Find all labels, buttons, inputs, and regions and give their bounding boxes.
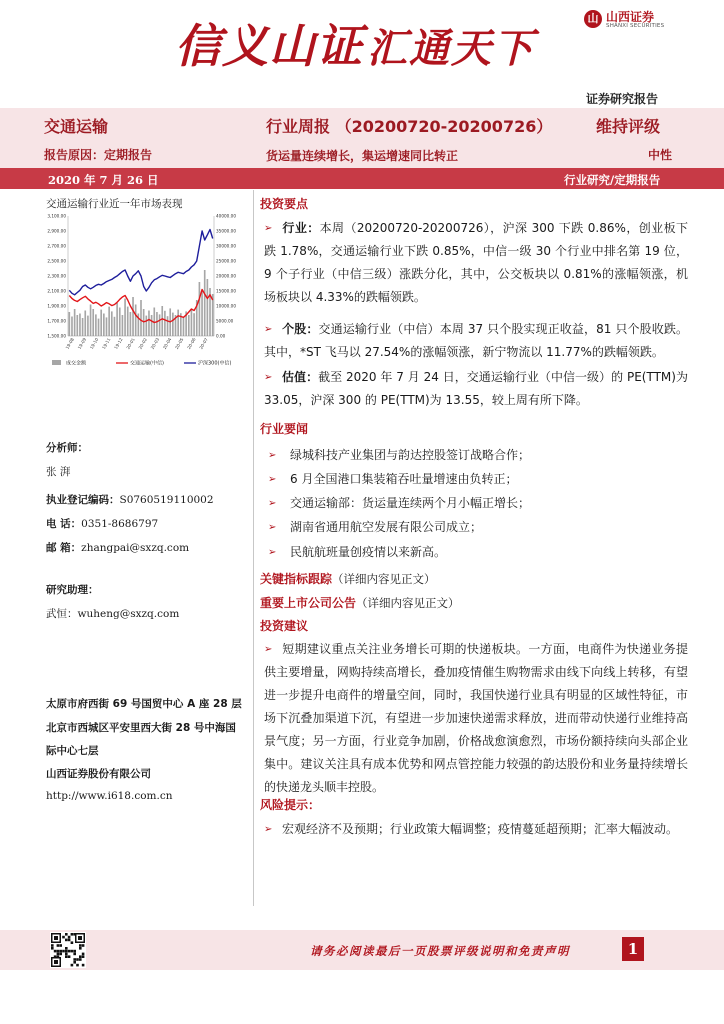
right-axis — [214, 214, 236, 339]
turnover-bar — [127, 307, 129, 336]
qr-module — [57, 955, 60, 958]
bullet-arrow-icon: ➢ — [268, 522, 277, 533]
turnover-bar — [199, 282, 201, 336]
report-reason: 报告原因：定期报告 — [44, 148, 153, 162]
x-axis-tick-label: 19-08 — [64, 337, 75, 351]
turnover-bar — [119, 308, 121, 337]
company-announcements-heading: 重要上市公司公告（详细内容见正文） — [260, 596, 460, 610]
qr-finder-core — [78, 936, 82, 940]
news-item: ➢ 6 月全国港口集装箱吞吐量增速由负转正； — [268, 472, 518, 486]
column-divider — [253, 190, 254, 906]
turnover-bar — [145, 316, 147, 336]
legend-label: 交通运输(中信) — [130, 360, 164, 367]
bullet-arrow-icon: ➢ — [268, 450, 277, 461]
right-axis-tick-label: 20000.00 — [216, 273, 236, 279]
company-logo — [584, 8, 694, 34]
turnover-bar — [148, 311, 150, 337]
email-row — [46, 536, 189, 555]
logo-name: 山西证券 — [606, 10, 655, 24]
turnover-bar — [92, 309, 94, 336]
right-axis-tick-label: 40000.00 — [216, 213, 236, 219]
turnover-bar — [204, 270, 206, 336]
qr-module — [59, 944, 62, 947]
qr-module — [76, 964, 79, 967]
turnover-bar — [74, 309, 76, 336]
qr-module — [73, 933, 76, 936]
bullet-arrow-icon: ➢ — [268, 547, 277, 558]
industry-text: 本周（20200720-20200726），沪深 300 下跌 0.86%，创业板下跌 1.78%，交通运输行业下跌 0.85%，中信一级 30 个行业中排名第 19 位，9 个子行业（中信三级）涨跌分化，其中，公交板块以 0.81%的涨幅领涨，机场板块以 4.33%的跌幅领跌。 — [264, 221, 688, 304]
qr-module — [73, 953, 76, 956]
turnover-bar — [84, 311, 86, 337]
turnover-bar — [111, 311, 113, 336]
left-axis-tick-label: 2,700.00 — [47, 243, 66, 249]
bullet-arrow-icon: ➢ — [268, 498, 277, 509]
x-axis-tick-label: 20-05 — [174, 337, 185, 351]
qr-module — [51, 944, 54, 947]
report-title: 行业周报 （20200720-20200726） — [266, 117, 553, 136]
turnover-bar — [106, 317, 108, 336]
qr-module — [68, 936, 71, 939]
turnover-bar — [130, 312, 132, 336]
risk-text: 宏观经济不及预期；行业政策大幅调整；疫情蔓延超预期；汇率大幅波动。 — [282, 822, 679, 836]
x-axis-tick-label: 19-11 — [101, 337, 112, 351]
qr-module — [79, 955, 82, 958]
chart-legend — [52, 360, 231, 367]
turnover-bar — [135, 305, 137, 337]
turnover-bar — [116, 303, 118, 336]
chart-title: 交通运输行业近一年市场表现 — [46, 198, 183, 210]
turnover-bar — [69, 312, 71, 336]
rating-value: 中性 — [648, 148, 673, 162]
analyst-label: 分析师： — [46, 442, 88, 454]
qr-finder-core — [54, 936, 58, 940]
turnover-bar — [79, 314, 81, 337]
turnover-bar — [103, 314, 105, 337]
left-axis — [47, 214, 68, 339]
advice-heading: 投资建议 — [260, 619, 309, 633]
qr-code-icon — [50, 932, 86, 968]
analyst-name: 张 湃 — [46, 466, 71, 478]
x-axis-tick-label: 20-03 — [149, 337, 161, 351]
x-axis-tick-label: 20-06 — [186, 337, 197, 351]
qr-module — [57, 953, 60, 956]
news-item: ➢ 交通运输部：货运量连续两个月小幅正增长； — [268, 496, 531, 510]
stock-lead: 个股： — [282, 322, 319, 336]
x-axis-tick-label: 20-02 — [137, 337, 148, 351]
left-axis-tick-label: 2,100.00 — [47, 288, 66, 294]
qr-module — [68, 939, 71, 942]
right-axis-tick-label: 15000.00 — [216, 288, 236, 294]
x-axis-tick-label: 20-07 — [198, 337, 209, 351]
turnover-bar — [132, 297, 134, 336]
advice-paragraph — [264, 638, 688, 799]
turnover-bar — [87, 316, 89, 336]
tracking-note: （详细内容见正文） — [332, 572, 436, 586]
report-series-label: 证券研究报告 — [586, 92, 659, 106]
header-slogan — [175, 10, 535, 76]
tracking-heading: 关键指标跟踪（详细内容见正文） — [260, 572, 436, 586]
qr-module — [82, 955, 85, 958]
qr-module — [54, 955, 57, 958]
left-axis-tick-label: 3,100.00 — [47, 213, 66, 219]
advice-text: 短期建议重点关注业务增长可期的快递板块。一方面，电商件为快递业务提供主要增量，网购持续高增长，叠加疫情催生购物需求由线下向线上转移，有望进一步提升电商件的增量空间，同时，我国快递行业具有明显的区域性特征，市场下沉叠加渠道下沉，有望进一步加速快递需求释放，进而带动快递行业维持高景气度；另一方面，行业竞争加剧，价格战愈演愈烈，市场份额持续向头部企业集中。建议关注具有成本优势和网点管控能力较强的韵达股份和业务量持续增长的快递龙头顺丰控股。 — [264, 642, 688, 794]
valuation-lead: 估值： — [282, 370, 319, 384]
x-axis-tick-label: 19-09 — [76, 337, 88, 351]
assistant-label: 研究助理： — [46, 584, 99, 596]
turnover-bar — [122, 315, 124, 336]
qr-module — [65, 933, 68, 936]
qr-finder-core — [54, 960, 58, 964]
turnover-bar — [76, 315, 78, 336]
qr-module — [54, 950, 57, 953]
news-item: ➢ 湖南省通用航空发展有限公司成立； — [268, 520, 483, 534]
slogan-left: 信义山证 — [175, 19, 363, 73]
license-label: 执业登记编码： — [46, 494, 120, 506]
bullet-arrow-icon: ➢ — [264, 644, 273, 655]
legend-swatch — [52, 360, 61, 365]
news-item: ➢ 民航航班量创疫情以来新高。 — [268, 545, 447, 559]
qr-module — [76, 958, 79, 961]
right-axis-tick-label: 35000.00 — [216, 228, 236, 234]
address-line-3: 际中心七层 — [46, 745, 99, 757]
email-value[interactable]: zhangpai@sxzq.com — [81, 542, 190, 554]
turnover-bar — [71, 317, 73, 337]
qr-module — [79, 958, 82, 961]
turnover-bar — [143, 309, 145, 336]
right-axis-tick-label: 5000.00 — [216, 318, 234, 324]
turnover-bar — [90, 305, 92, 337]
bullet-arrow-icon: ➢ — [268, 474, 277, 485]
report-date: 2020 年 7 月 26 日 — [48, 173, 159, 187]
legend-label: 沪深300(中信) — [198, 360, 232, 367]
logo-english-name: SHANXI SECURITIES — [606, 23, 665, 29]
qr-module — [73, 950, 76, 953]
qr-module — [57, 950, 60, 953]
turnover-bar — [161, 306, 163, 336]
turnover-bar — [191, 309, 193, 336]
company-note: （详细内容见正文） — [356, 596, 460, 610]
valuation-paragraph — [264, 366, 688, 412]
qr-module — [71, 950, 74, 953]
market-performance-chart — [44, 210, 250, 372]
slogan-right: 汇通天下 — [367, 25, 535, 72]
report-subtitle: 货运量连续增长，集运增速同比转正 — [266, 149, 459, 163]
turnover-bar — [183, 317, 185, 336]
news-item: ➢ 绿城科技产业集团与韵达控股签订战略合作； — [268, 448, 531, 462]
left-axis-tick-label: 1,900.00 — [47, 303, 66, 309]
left-axis-tick-label: 1,700.00 — [47, 318, 66, 324]
turnover-bar — [193, 313, 195, 336]
key-points-heading: 投资要点 — [260, 197, 309, 211]
report-type: 行业研究/定期报告 — [564, 173, 661, 187]
qr-module — [71, 933, 74, 936]
license-value: S0760519110002 — [119, 494, 214, 506]
qr-module — [73, 961, 76, 964]
qr-module — [51, 947, 54, 950]
rating-action: 维持评级 — [596, 117, 661, 136]
email-label: 邮 箱： — [46, 542, 82, 554]
turnover-bar — [177, 310, 179, 336]
qr-module — [79, 947, 82, 950]
phone-label: 电 话： — [46, 518, 82, 530]
turnover-bar — [159, 314, 161, 336]
qr-module — [65, 939, 68, 942]
left-axis-tick-label: 2,300.00 — [47, 273, 66, 279]
left-axis-tick-label: 2,500.00 — [47, 258, 66, 264]
qr-module — [65, 955, 68, 958]
right-axis-tick-label: 25000.00 — [216, 258, 236, 264]
qr-module — [68, 955, 71, 958]
qr-module — [71, 941, 74, 944]
turnover-bar — [95, 314, 97, 336]
turnover-bar — [164, 311, 166, 336]
left-axis-tick-label: 2,900.00 — [47, 228, 66, 234]
qr-module — [62, 936, 65, 939]
logo-seal-icon: 山 — [584, 10, 602, 28]
qr-module — [59, 950, 62, 953]
bullet-arrow-icon: ➢ — [264, 324, 273, 335]
x-axis-tick-label: 19-12 — [113, 337, 124, 351]
stock-text: 交通运输行业（中信）本周 37 只个股实现正收益，81 只个股收跌。其中，*ST 飞马以 27.54%的涨幅领涨，新宁物流以 11.77%的跌幅领跌。 — [264, 322, 688, 359]
phone-row — [46, 512, 158, 531]
address-line-1: 太原市府西街 69 号国贸中心 A 座 28 层 — [46, 698, 242, 710]
turnover-bar — [201, 291, 203, 336]
qr-module — [82, 944, 85, 947]
bullet-arrow-icon: ➢ — [264, 223, 273, 234]
qr-module — [71, 964, 74, 967]
x-axis-tick-label: 20-04 — [161, 337, 173, 351]
turnover-bar — [207, 279, 209, 336]
qr-module — [65, 950, 68, 953]
x-axis-tick-label: 20-01 — [125, 337, 136, 351]
turnover-bar — [167, 316, 169, 336]
qr-module — [68, 950, 71, 953]
risk-heading: 风险提示： — [260, 798, 321, 812]
bullet-arrow-icon: ➢ — [264, 824, 273, 835]
right-axis-tick-label: 0.00 — [216, 333, 226, 339]
company-name: 山西证券股份有限公司 — [46, 768, 151, 780]
bullet-arrow-icon: ➢ — [264, 372, 273, 383]
qr-module — [82, 953, 85, 956]
legend-label: 成交金额 — [66, 360, 87, 367]
right-axis-tick-label: 30000.00 — [216, 243, 236, 249]
qr-module — [57, 944, 60, 947]
company-website[interactable]: http://www.i618.com.cn — [46, 790, 173, 802]
valuation-text: 截至 2020 年 7 月 24 日，交通运输行业（中信一级）的 PE(TTM)为 33.05，沪深 300 的 PE(TTM)为 13.55，较上周有所下降。 — [264, 370, 688, 407]
news-heading: 行业要闻 — [260, 422, 309, 436]
x-axis-tick-label: 19-10 — [88, 337, 100, 351]
turnover-bar — [172, 313, 174, 336]
turnover-bar — [114, 317, 116, 336]
turnover-bar — [156, 312, 158, 336]
risk-paragraph — [264, 818, 688, 841]
turnover-bar — [108, 307, 110, 336]
qr-module — [73, 958, 76, 961]
turnover-bar — [82, 318, 84, 336]
phone-value: 0351-8686797 — [81, 518, 159, 530]
turnover-bar — [188, 315, 190, 336]
qr-module — [65, 953, 68, 956]
left-axis-tick-label: 1,500.00 — [47, 333, 66, 339]
industry-name: 交通运输 — [44, 117, 109, 136]
page-number: 1 — [622, 937, 644, 961]
turnover-bar — [140, 300, 142, 336]
stock-paragraph — [264, 318, 688, 364]
right-axis-tick-label: 10000.00 — [216, 303, 236, 309]
assistant-contact[interactable]: 武恒：wuheng@sxzq.com — [46, 608, 180, 620]
disclaimer-notice[interactable]: 请务必阅读最后一页股票评级说明和免责声明 — [310, 944, 570, 958]
qr-module — [59, 953, 62, 956]
license-row — [46, 488, 214, 507]
turnover-bar — [98, 319, 100, 336]
qr-module — [62, 950, 65, 953]
address-line-2: 北京市西城区平安里西大街 28 号中海国 — [46, 722, 236, 734]
qr-module — [79, 944, 82, 947]
turnover-bar — [100, 310, 102, 336]
qr-module — [65, 947, 68, 950]
turnover-bar — [124, 299, 126, 337]
qr-module — [82, 964, 85, 967]
industry-lead: 行业： — [282, 221, 320, 235]
industry-paragraph — [264, 217, 688, 309]
turnover-bar — [151, 315, 153, 336]
